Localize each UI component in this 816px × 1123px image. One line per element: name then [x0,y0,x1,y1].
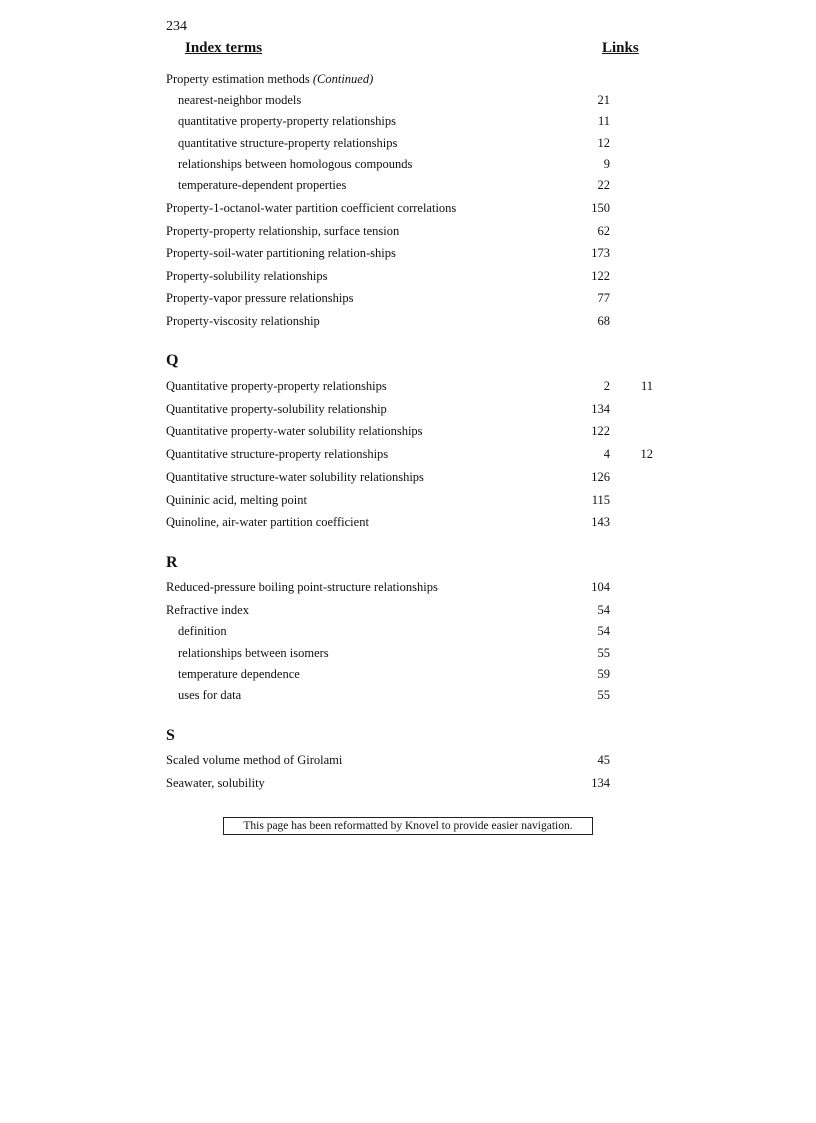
page-link[interactable]: 104 [591,580,610,594]
index-subterm: quantitative structure-property relationships [178,136,398,150]
index-term: Quantitative structure-water solubility relationships [166,470,424,484]
page-link[interactable]: 173 [591,246,610,260]
index-term: Quininic acid, melting point [166,493,307,507]
page-link[interactable]: 134 [591,776,610,790]
page-link[interactable]: 68 [597,314,610,328]
index-term: Property-1-octanol-water partition coefficient correlations [166,201,457,215]
page-link[interactable]: 54 [597,603,610,617]
section-letter-r: R [166,554,178,571]
page-link[interactable]: 12 [597,136,610,150]
page-link[interactable]: 122 [591,269,610,283]
page-link[interactable]: 126 [591,470,610,484]
page-link[interactable]: 4 [603,447,610,461]
page-number: 234 [166,19,187,34]
section-letter-s: S [166,727,175,744]
page-link[interactable]: 122 [591,424,610,438]
list-item [0,289,816,307]
list-item [0,468,816,486]
list-item [0,112,816,130]
list-item [0,751,816,769]
page-link[interactable]: 12 [640,447,653,461]
list-item [0,686,816,704]
list-item [0,199,816,217]
reformat-notice: This page has been reformatted by Knovel to provide easier navigation. [223,817,593,835]
section-letter-q: Q [166,352,179,369]
index-subterm: quantitative property-property relationships [178,114,396,128]
index-subterm: relationships between isomers [178,646,329,660]
page-link[interactable]: 77 [597,291,610,305]
page-link[interactable]: 9 [603,157,610,171]
page-link[interactable]: 11 [640,379,653,393]
index-term: Seawater, solubility [166,776,265,790]
list-item [0,513,816,531]
page-link[interactable]: 55 [597,688,610,702]
list-item [0,665,816,683]
index-subterm: nearest-neighbor models [178,93,302,107]
page-link[interactable]: 2 [603,379,610,393]
page-link[interactable]: 150 [591,201,610,215]
page-link[interactable]: 54 [597,624,610,638]
list-item [0,622,816,640]
index-header [0,40,816,62]
page-link[interactable]: 62 [597,224,610,238]
index-term: Quantitative structure-property relationships [166,447,389,461]
index-term: Refractive index [166,603,249,617]
index-term: Quinoline, air-water partition coefficient [166,515,369,529]
list-item [0,176,816,194]
page-link[interactable]: 21 [597,93,610,107]
list-item [0,91,816,109]
page-link[interactable]: 134 [591,402,610,416]
index-term: Property-vapor pressure relationships [166,291,354,305]
index-term: Property-property relationship, surface tension [166,224,400,238]
index-term: Reduced-pressure boiling point-structure relationships [166,580,438,594]
list-item [0,134,816,152]
index-term: Property-soil-water partitioning relation-ships [166,246,396,260]
index-subterm: temperature-dependent properties [178,178,347,192]
page-link[interactable]: 115 [591,493,610,507]
list-item [0,578,816,596]
list-item [0,601,816,619]
index-term: Quantitative property-property relationships [166,379,387,393]
page-link[interactable]: 59 [597,667,610,681]
list-item [0,644,816,662]
continued-note: (Continued) [312,72,374,86]
links-heading: Links [602,40,639,56]
index-subterm: temperature dependence [178,667,300,681]
page-link[interactable]: 22 [597,178,610,192]
list-item [0,267,816,285]
page-link[interactable]: 45 [597,753,610,767]
index-subterm: definition [178,624,227,638]
index-subterm: relationships between homologous compounds [178,157,413,171]
page-link[interactable]: 11 [597,114,610,128]
list-item [0,422,816,440]
list-item [0,377,816,395]
index-term [166,70,373,88]
index-term: Property-viscosity relationship [166,314,320,328]
index-subterm: uses for data [178,688,242,702]
page-link[interactable]: 143 [591,515,610,529]
index-term: Quantitative property-solubility relationship [166,402,387,416]
list-item [0,445,816,463]
list-item [0,222,816,240]
index-term: Property-solubility relationships [166,269,328,283]
list-item [0,70,816,88]
list-item [0,400,816,418]
list-item [0,155,816,173]
list-item [0,774,816,792]
list-item [0,491,816,509]
index-term: Quantitative property-water solubility relationships [166,424,423,438]
continued-term: Property estimation methods [166,72,310,86]
list-item [0,244,816,262]
page-link[interactable]: 55 [597,646,610,660]
index-term: Scaled volume method of Girolami [166,753,343,767]
list-item [0,312,816,330]
index-terms-heading: Index terms [185,40,263,56]
